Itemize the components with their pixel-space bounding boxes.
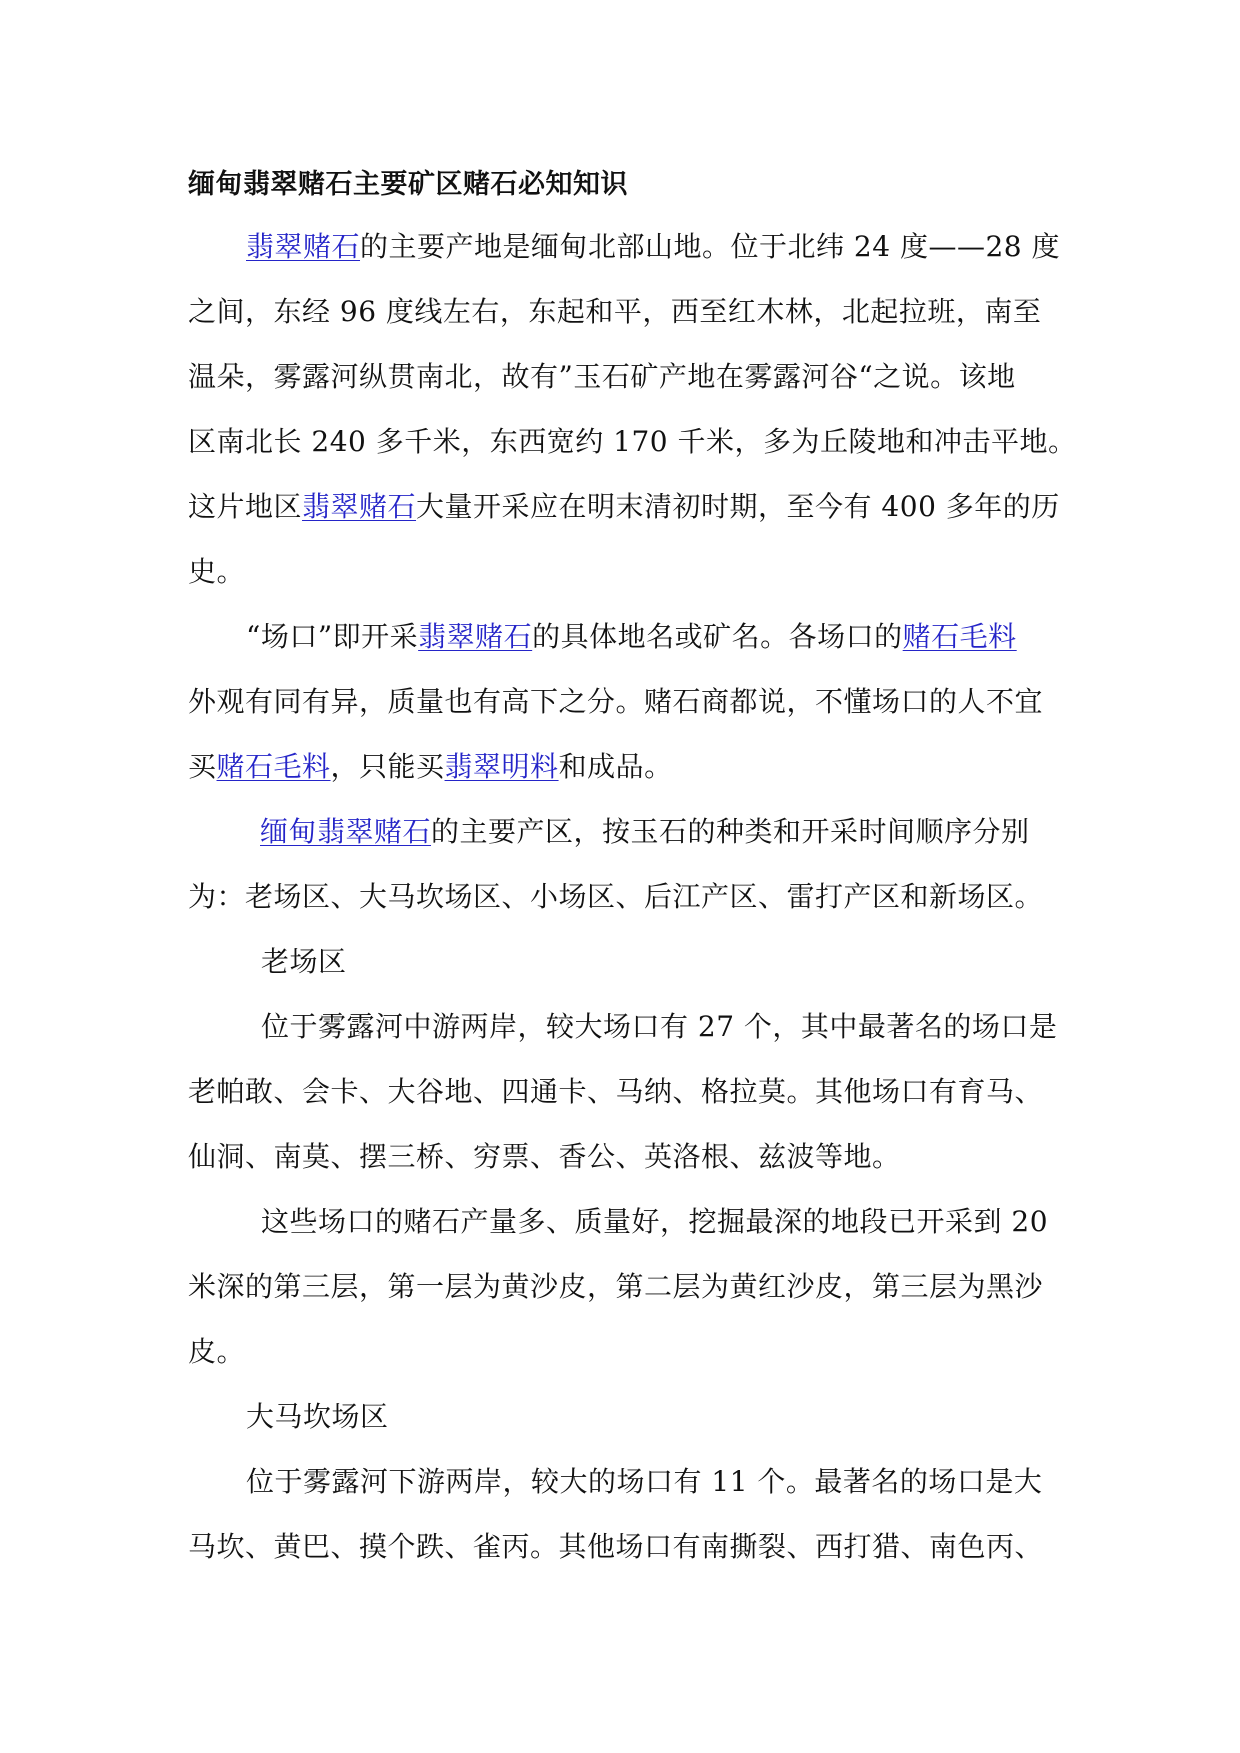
section-heading-laochang: 老场区 [261,945,347,978]
text-run: 和成品。 [558,750,673,783]
paragraph-1-line-1 [246,227,1060,267]
text-run: 的主要产区，按玉石的种类和开采时间顺序分别 [431,815,1030,848]
paragraph-4-line-1: 位于雾露河中游两岸，较大场口有 27 个，其中最著名的场口是 [261,1010,1058,1043]
paragraph-2-line-1 [246,617,1017,657]
document-title: 缅甸翡翠赌石主要矿区赌石必知知识 [188,169,628,200]
link-feicui-mingliao[interactable]: 翡翠明料 [444,750,559,783]
link-text: 缅甸翡翠赌石 [260,815,432,848]
text-run: 买 [188,750,217,783]
link-feicui-dushi[interactable]: 翡翠赌石 [418,620,533,653]
paragraph-6-line-2: 马坎、黄巴、摸个跌、雀丙。其他场口有南撕裂、西打猎、南色丙、 [188,1530,1044,1563]
paragraph-1-line-4: 区南北长 240 多千米，东西宽约 170 千米，多为丘陵地和冲击平地。 [188,425,1077,458]
link-dushi-maoliao[interactable]: 赌石毛料 [216,750,331,783]
link-miandian-feicui-dushi[interactable] [246,815,431,848]
text-run: 这片地区 [188,490,303,523]
paragraph-5-line-3: 皮。 [188,1335,246,1368]
paragraph-5-line-2: 米深的第三层，第一层为黄沙皮，第二层为黄红沙皮，第三层为黑沙 [188,1270,1044,1303]
paragraph-2-line-2: 外观有同有异，质量也有高下之分。赌石商都说，不懂场口的人不宜 [188,685,1044,718]
text-run: ，只能买 [330,750,445,783]
paragraph-1-line-3: 温朵，雾露河纵贯南北，故有”玉石矿产地在雾露河谷“之说。该地 [188,360,1016,393]
link-feicui-dushi[interactable]: 翡翠赌石 [246,230,361,263]
text-run: 的主要产地是缅甸北部山地。位于北纬 24 度——28 度 [360,230,1060,263]
link-dushi-maoliao[interactable]: 赌石毛料 [902,620,1017,653]
paragraph-1-line-5 [188,487,1060,527]
paragraph-4-line-3: 仙洞、南莫、摆三桥、穷票、香公、英洛根、兹波等地。 [188,1140,901,1173]
paragraph-4-line-2: 老帕敢、会卡、大谷地、四通卡、马纳、格拉莫。其他场口有育马、 [188,1075,1044,1108]
paragraph-1-line-6: 史。 [188,555,246,588]
paragraph-3-line-2: 为：老场区、大马坎场区、小场区、后江产区、雷打产区和新场区。 [188,880,1044,913]
paragraph-2-line-3 [188,747,673,787]
section-heading-damakan: 大马坎场区 [246,1400,389,1433]
paragraph-6-line-1: 位于雾露河下游两岸，较大的场口有 11 个。最著名的场口是大 [246,1465,1043,1498]
paragraph-5-line-1: 这些场口的赌石产量多、质量好，挖掘最深的地段已开采到 20 [261,1205,1049,1238]
paragraph-3-line-1 [246,812,1030,852]
link-feicui-dushi[interactable]: 翡翠赌石 [302,490,417,523]
text-run: “场口”即开采 [246,620,419,653]
paragraph-1-line-2: 之间，东经 96 度线左右，东起和平，西至红木林，北起拉班，南至 [188,295,1042,328]
text-run: 的具体地名或矿名。各场口的 [532,620,903,653]
text-run: 大量开采应在明末清初时期，至今有 400 多年的历 [416,490,1060,523]
